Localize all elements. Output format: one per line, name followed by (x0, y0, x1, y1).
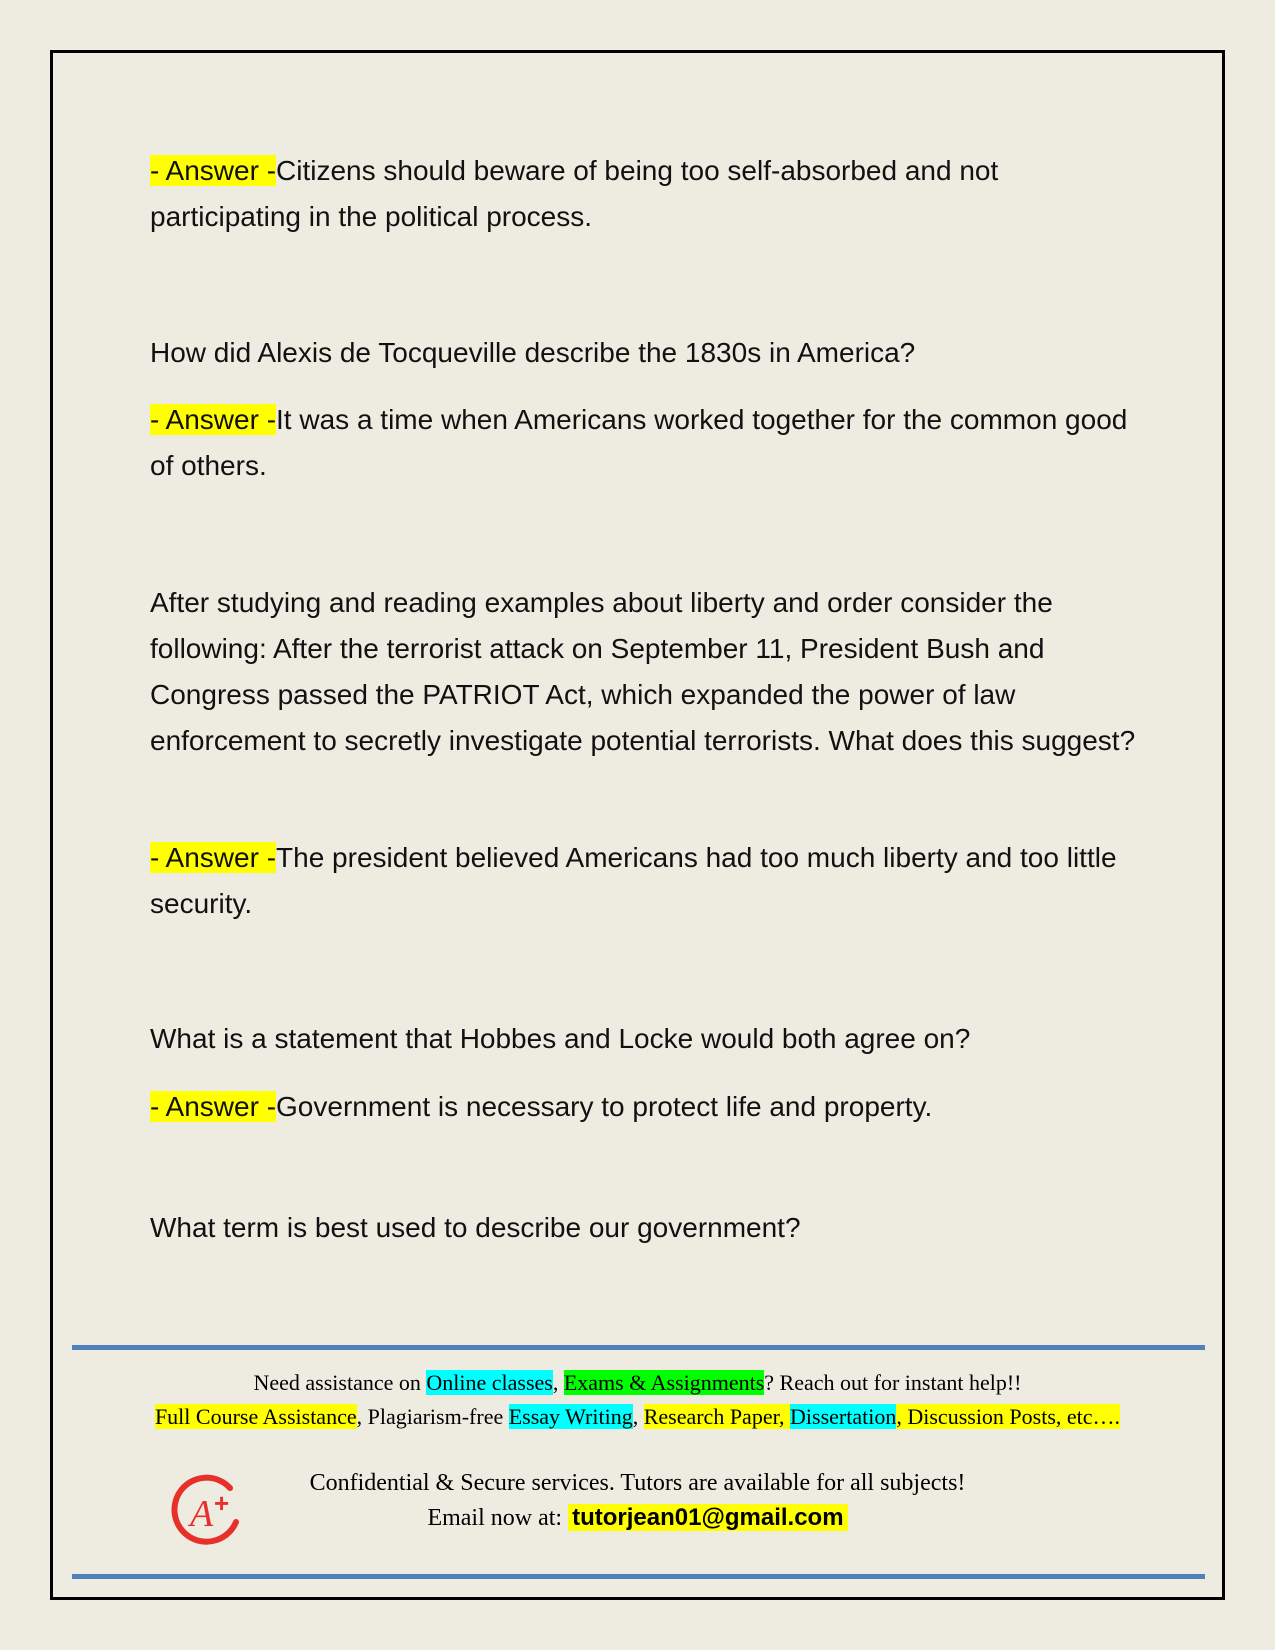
answer-1: - Answer -Citizens should beware of being too self-absorbed and not participating in the political process. (150, 155, 999, 232)
footer-email-line: Email now at: tutorjean01@gmail.com (130, 1504, 1145, 1532)
page-border (50, 50, 1225, 1600)
answer-label: - Answer - (150, 1091, 277, 1122)
question-2: How did Alexis de Tocqueville describe the 1830s in America? (150, 337, 916, 368)
answer-label: - Answer - (150, 404, 277, 435)
svg-text:A: A (190, 1493, 214, 1535)
footer-rule-top (72, 1345, 1205, 1350)
answer-2: - Answer -It was a time when Americans worked together for the common good of others. (150, 404, 1128, 481)
answer-label: - Answer - (150, 842, 277, 873)
question-3: After studying and reading examples about liberty and order consider the following: After the terrorist attack on September 11, President Bush and Congress passed the PATRIOT Act, which expanded the power of law enforcement to secretly investigate potential terrorists. What does this suggest? (150, 587, 1136, 756)
answer-3: - Answer -The president believed Americans had too much liberty and too little security. (150, 842, 1117, 919)
email-link[interactable]: tutorjean01@gmail.com (568, 1504, 847, 1531)
answer-4: - Answer -Government is necessary to protect life and property. (150, 1091, 933, 1122)
answer-label: - Answer - (150, 155, 277, 186)
footer-line-2: Full Course Assistance, Plagiarism-free Essay Writing, Research Paper, Dissertation, Discussion Posts, etc…. (154, 1404, 1121, 1429)
question-5: What term is best used to describe our government? (150, 1212, 801, 1243)
footer-line-3: Confidential & Secure services. Tutors are available for all subjects! (309, 1470, 966, 1496)
footer-line-1: Need assistance on Online classes, Exams & Assignments? Reach out for instant help!! (253, 1370, 1022, 1395)
footer-rule-bottom (72, 1574, 1205, 1579)
svg-text:+: + (214, 1488, 230, 1518)
question-4: What is a statement that Hobbes and Locke would both agree on? (150, 1023, 971, 1054)
